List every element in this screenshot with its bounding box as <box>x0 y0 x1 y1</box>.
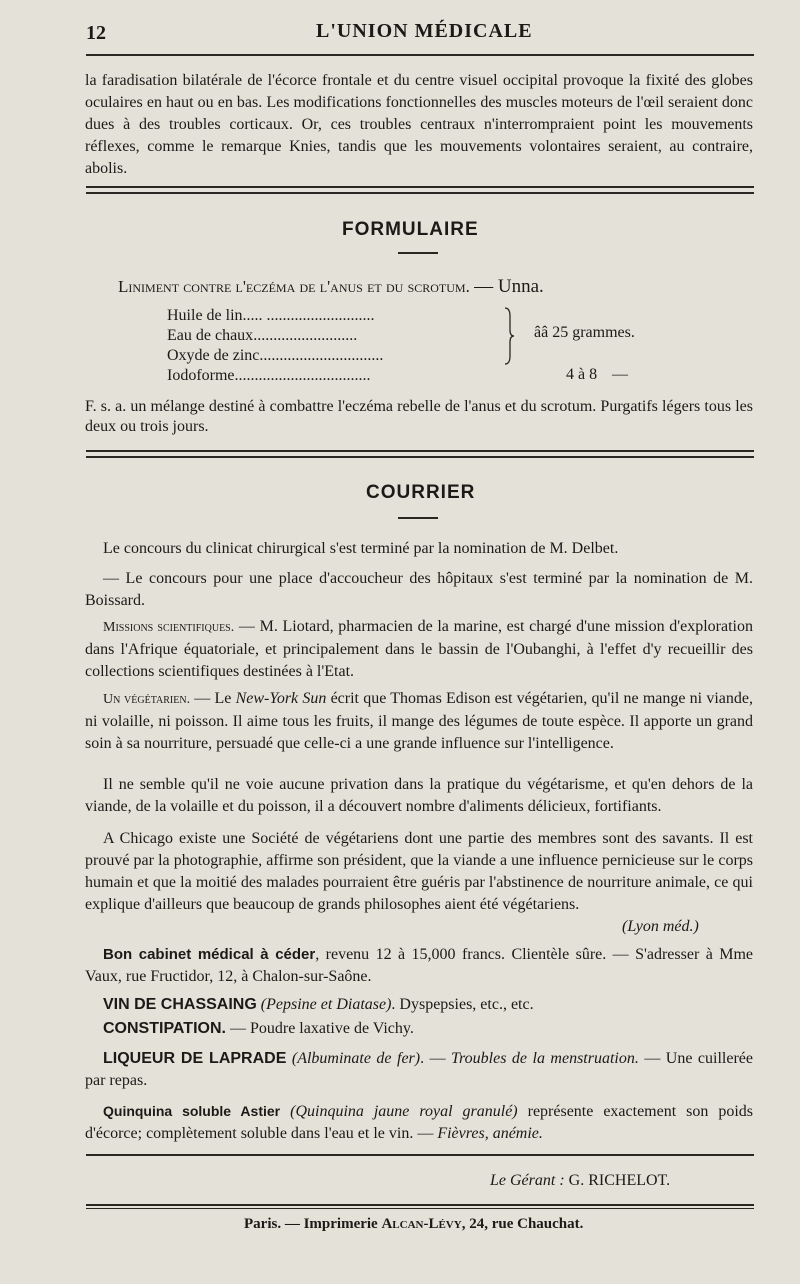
ad-heading: VIN DE CHASSAING <box>103 996 257 1013</box>
ad-text: — Poudre laxative de Vichy. <box>225 1020 414 1037</box>
brace-icon <box>502 306 516 366</box>
gerant-label: Le Gérant : <box>490 1172 565 1189</box>
recipe-heading <box>118 276 544 298</box>
imprint-printer: Alcan-Lévy <box>381 1216 462 1232</box>
ad-text: représente exactement son poids d'écorce; complètement soluble dans l'eau et le vin. — <box>85 1103 754 1142</box>
ad-heading: Quinquina soluble Astier <box>103 1103 281 1119</box>
item-text: — Le <box>190 690 236 707</box>
ingredient-row <box>167 366 371 386</box>
ad-constipation <box>85 1018 753 1040</box>
header-rule <box>86 54 754 56</box>
imprint-line <box>244 1216 583 1233</box>
formulaire-title: FORMULAIRE <box>342 219 479 240</box>
courrier-p3 <box>85 616 753 683</box>
leader-dots: .......................... <box>253 327 358 344</box>
section-divider <box>86 186 754 194</box>
ad-text: — Une cuillerée par repas. <box>85 1050 753 1089</box>
ingredient-name: Oxyde de zinc <box>167 347 260 364</box>
ingredient-row <box>167 346 383 366</box>
ad-text: , revenu 12 à 15,000 francs. Clientèle sûre. — S'adresser à Mme Vaux, rue Fructidor, 12, à Chalon-sur-Saône. <box>85 946 753 985</box>
newspaper-name: New-York Sun <box>235 690 327 707</box>
journal-title: L'UNION MÉDICALE <box>316 20 533 42</box>
imprint-city: Paris. — <box>244 1216 300 1232</box>
imprint-address: , 24, rue Chauchat. <box>461 1216 584 1232</box>
ingredient-name: Huile de lin <box>167 307 243 324</box>
ad-italic: Fièvres, anémie. <box>437 1125 543 1142</box>
ad-heading: LIQUEUR DE LAPRADE <box>103 1050 287 1067</box>
intro-paragraph: la faradisation bilatérale de l'écorce frontale et du centre visuel occipital provoque la fixité des globes oculaires en haut ou en bas. Les modifications fonctionnelles des muscles moteurs de l'œil seraient donc dues à des troubles corticaux. Or, ces troubles centraux n'interrompraient point les mouvements réflexes, comme le remarque Knies, tandis que les mouvements volontaires seraient, au contraire, abolis. <box>85 72 753 177</box>
item-label: Missions scientifiques. <box>103 620 235 635</box>
courrier-source: (Lyon méd.) <box>622 918 699 935</box>
title-underline <box>398 252 438 254</box>
page-number: 12 <box>86 22 106 44</box>
title-underline <box>398 517 438 519</box>
recipe-author: — Unna. <box>474 276 544 297</box>
ad-heading: Bon cabinet médical à céder <box>103 946 316 963</box>
ad-italic: (Quinquina jaune royal granulé) <box>290 1103 518 1120</box>
ad-quinquina <box>85 1100 753 1145</box>
courrier-p6 <box>85 828 753 916</box>
shared-quantity: ââ 25 grammes. <box>534 324 635 341</box>
ingredient-name: Iodoforme <box>167 367 235 384</box>
courrier-p2: — Le concours pour une place d'accoucheur des hôpitaux s'est terminé par la nomination de M. Boissard. <box>85 570 753 609</box>
ad-liqueur: LIQUEUR DE LAPRADE (Albuminate de fer). — Troubles de la menstruation. — Une cuillerée par repas. <box>85 1050 753 1089</box>
courrier-p1: Le concours du clinicat chirurgical s'est terminé par la nomination de M. Delbet. <box>103 540 619 557</box>
item-text: écrit que Thomas Edison est végétarien, qu'il ne mange ni viande, ni volaille, ni poisson. Il aime tous les fruits, il mange des légumes de toute espèce. Il apporte un grand soin à sa nourriture, persuadé que celle-ci a une grande influence sur l'intelligence. <box>85 690 753 752</box>
ad-heading: CONSTIPATION. <box>103 1020 226 1037</box>
recipe-title: Liniment contre l'eczéma de l'anus et du scrotum. <box>118 277 470 296</box>
footer-rule-thin <box>86 1208 754 1209</box>
leader-dots: ..... ........................... <box>242 307 375 324</box>
courrier-p4 <box>85 688 753 755</box>
ingredient-name: Eau de chaux <box>167 327 254 344</box>
leader-dots: ............................... <box>259 347 384 364</box>
ad-text: . Dyspepsies, etc., etc. <box>391 996 534 1013</box>
gerant-line <box>490 1172 670 1190</box>
ingredient-row <box>167 326 357 346</box>
ingredient-row <box>167 306 375 326</box>
ad-italic: Troubles de la menstruation. <box>451 1050 639 1067</box>
recipe-instructions: F. s. a. un mélange destiné à combattre l'eczéma rebelle de l'anus et du scrotum. Purgatifs légers tous les deux ou trois jours. <box>85 398 753 435</box>
courrier-title: COURRIER <box>366 482 476 503</box>
item-text: — M. Liotard, pharmacien de la marine, est chargé d'une mission d'exploration dans l'Afrique équatoriale, et principalement dans le bassin de l'Oubanghi, à l'effet d'y recueillir des collections scientifiques destinées à l'Etat. <box>85 618 753 680</box>
imprint-text: Imprimerie <box>303 1216 378 1232</box>
item-text: A Chicago existe une Société de végétariens dont une partie des membres sont des savants. Il est prouvé par la photographie, affirme son président, que la viande a une influence pernicieuse sur le corps humain et que la moitié des malades pourraient être guéris par l'abstinence de nourriture animale, ce qui explique d'ailleurs que beaucoup de grands philosophes aient été végétariens. <box>85 830 753 913</box>
gerant-name: G. RICHELOT. <box>568 1172 671 1189</box>
footer-rule <box>86 1154 754 1156</box>
section-divider <box>86 450 754 458</box>
ad-italic: (Pepsine et Diatase) <box>260 996 392 1013</box>
ad-vin <box>85 994 753 1016</box>
iodoform-dash: — <box>612 366 628 383</box>
item-label: Un végétarien. <box>103 692 191 707</box>
ad-italic: (Albuminate de fer) <box>291 1050 421 1067</box>
iodoform-quantity: 4 à 8 <box>566 366 598 383</box>
ad-cabinet <box>85 944 753 988</box>
courrier-p5: Il ne semble qu'il ne voie aucune privation dans la pratique du végétarisme, et qu'en dehors de la viande, de la volaille et du poisson, il a découvert nombre d'aliments délicieux, fortifiants. <box>85 776 753 815</box>
leader-dots: .................................. <box>234 367 371 384</box>
footer-rule <box>86 1204 754 1206</box>
